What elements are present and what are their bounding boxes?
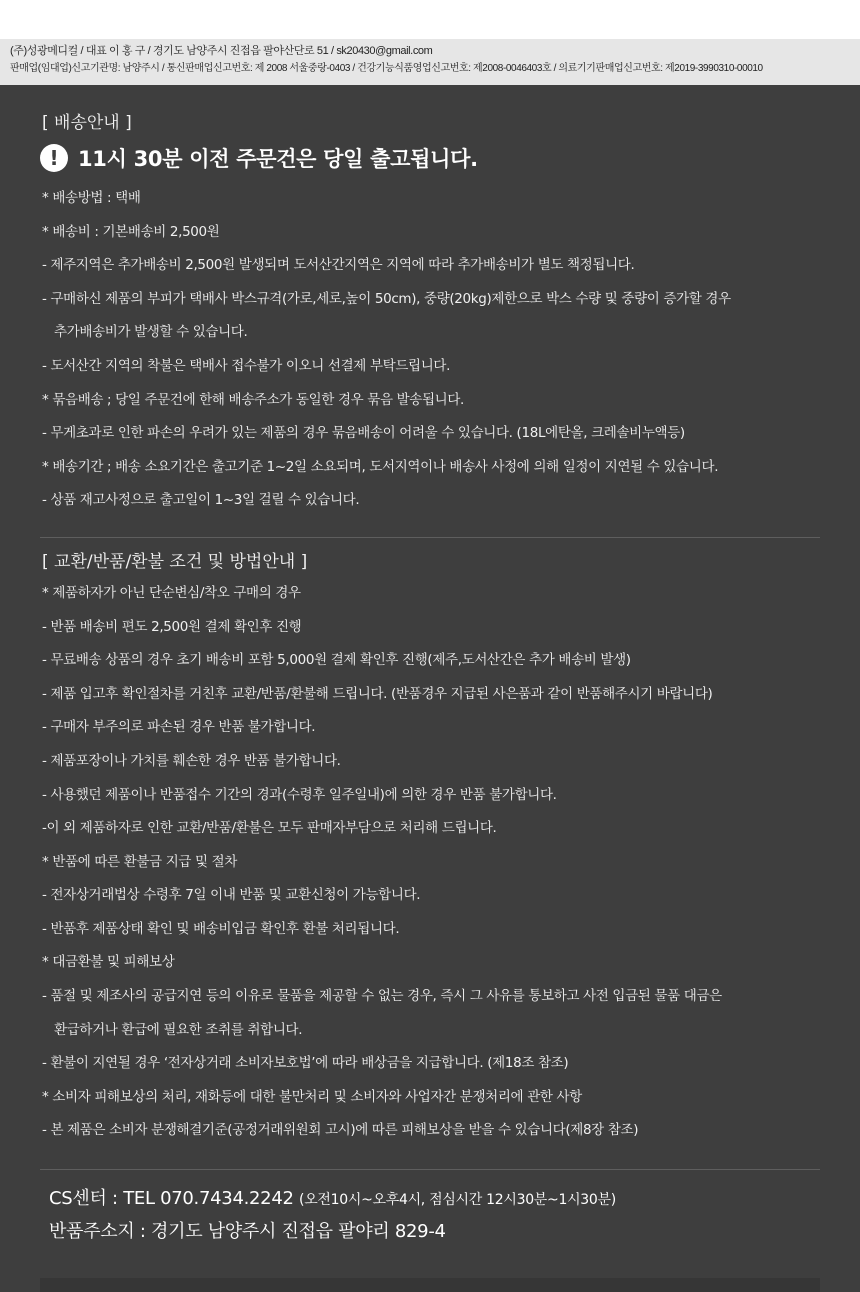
company-info-bar: [0, 39, 860, 85]
returns-line: - 구매자 부주의로 파손된 경우 반품 불가합니다.: [42, 719, 316, 736]
cs-center-contact: [40, 1186, 820, 1213]
returns-line: - 사용했던 제품이나 반품접수 기간의 경과(수령후 일주일내)에 의한 경우 반품 불가합니다.: [42, 786, 557, 803]
shipping-line: - 상품 재고사정으로 출고일이 1~3일 걸릴 수 있습니다.: [42, 492, 360, 509]
shipping-line: - 무게초과로 인한 파손의 우려가 있는 제품의 경우 묶음배송이 어려울 수 있습니다. (18L에탄올, 크레솔비누액등): [42, 425, 685, 442]
shipping-headline: [40, 141, 820, 175]
returns-line: 환급하거나 환급에 필요한 조취를 취합니다.: [54, 1021, 303, 1038]
returns-line: - 반품후 제품상태 확인 및 배송비입금 확인후 환불 처리됩니다.: [42, 920, 400, 937]
section-divider: [40, 537, 820, 538]
return-address: 반품주소지 : 경기도 남양주시 진접읍 팔야리 829-4: [49, 1221, 446, 1243]
shipping-line: - 제주지역은 추가배송비 2,500원 발생되며 도서산간지역은 지역에 따라 추가배송비가 별도 책정됩니다.: [42, 257, 635, 274]
shipping-line: 추가배송비가 발생할 수 있습니다.: [54, 324, 248, 341]
returns-line: -이 외 제품하자로 인한 교환/반품/환불은 모두 판매자부담으로 처리해 드립니다.: [42, 820, 497, 837]
cs-center-label: CS센터 :: [49, 1188, 118, 1210]
exclamation-icon: !: [40, 144, 68, 172]
returns-line: - 반품 배송비 편도 2,500원 결제 확인후 진행: [42, 618, 302, 635]
returns-line: - 무료배송 상품의 경우 초기 배송비 포함 5,000원 결제 확인후 진행(제주,도서산간은 추가 배송비 발생): [42, 652, 631, 669]
shipping-line: - 도서산간 지역의 착불은 택배사 접수불가 이오니 선결제 부탁드립니다.: [42, 357, 451, 374]
returns-line: - 본 제품은 소비자 분쟁해결기준(공정거래위원회 고시)에 따른 피해보상을 받을 수 있습니다(제8장 참조): [42, 1122, 639, 1139]
returns-line: * 소비자 피해보상의 처리, 재화등에 대한 불만처리 및 소비자와 사업자간 분쟁처리에 관한 사항: [42, 1088, 582, 1105]
top-margin: [0, 0, 860, 39]
bottom-strip: [40, 1278, 820, 1292]
company-info-line-2: 판매업(임대업)신고기관명: 남양주시 / 통신판매업신고번호: 제 2008 서울중랑-0403 / 건강기능식품영업신고번호: 제2008-0046403호 / 의료기기판매업신고번호: 제2019-3990310-00010: [10, 63, 763, 74]
same-day-shipping-notice: 11시 30분 이전 주문건은 당일 출고됩니다.: [78, 147, 478, 171]
company-info-line-1: (주)성광메디컬 / 대표 이 홍 구 / 경기도 남양주시 진접읍 팔야산단로 51 / sk20430@gmail.com: [10, 45, 433, 57]
cs-center-hours: (오전10시~오후4시, 점심시간 12시30분~1시30분): [299, 1192, 616, 1209]
shipping-line: * 배송기간 ; 배송 소요기간은 출고기준 1~2일 소요되며, 도서지역이나 배송사 사정에 의해 일정이 지연될 수 있습니다.: [42, 458, 719, 475]
returns-line: - 제품포장이나 가치를 훼손한 경우 반품 불가합니다.: [42, 752, 341, 769]
shipping-section-title: [ 배송안내 ]: [42, 113, 132, 133]
returns-section-title: [ 교환/반품/환불 조건 및 방법안내 ]: [42, 551, 308, 572]
returns-line: - 제품 입고후 확인절차를 거친후 교환/반품/환불해 드립니다. (반품경우 지급된 사은품과 같이 반품해주시기 바랍니다): [42, 685, 713, 702]
shipping-line: * 배송방법 : 택배: [42, 190, 141, 206]
returns-line: - 품절 및 제조사의 공급지연 등의 이유로 물품을 제공할 수 없는 경우, 즉시 그 사유를 통보하고 사전 입금된 물품 대금은: [42, 988, 722, 1005]
returns-list: [40, 576, 820, 1147]
section-divider: [40, 1169, 820, 1170]
shipping-list: [40, 181, 820, 517]
returns-line: * 제품하자가 아닌 단순변심/착오 구매의 경우: [42, 584, 301, 601]
returns-line: * 대금환불 및 피해보상: [42, 954, 175, 971]
shipping-line: * 묶음배송 ; 당일 주문건에 한해 배송주소가 동일한 경우 묶음 발송됩니다.: [42, 391, 464, 408]
notice-panel: [0, 85, 860, 1292]
cs-center-phone: TEL 070.7434.2242: [123, 1188, 294, 1210]
shipping-line: * 배송비 : 기본배송비 2,500원: [42, 223, 220, 240]
returns-line: - 환불이 지연될 경우 ‘전자상거래 소비자보호법’에 따라 배상금을 지급합니다. (제18조 참조): [42, 1055, 569, 1072]
returns-line: - 전자상거래법상 수령후 7일 이내 반품 및 교환신청이 가능합니다.: [42, 887, 421, 904]
returns-line: * 반품에 따른 환불금 지급 및 절차: [42, 853, 238, 870]
shipping-line: - 구매하신 제품의 부피가 택배사 박스규격(가로,세로,높이 50cm), 중량(20kg)제한으로 박스 수량 및 중량이 증가할 경우: [42, 290, 731, 307]
